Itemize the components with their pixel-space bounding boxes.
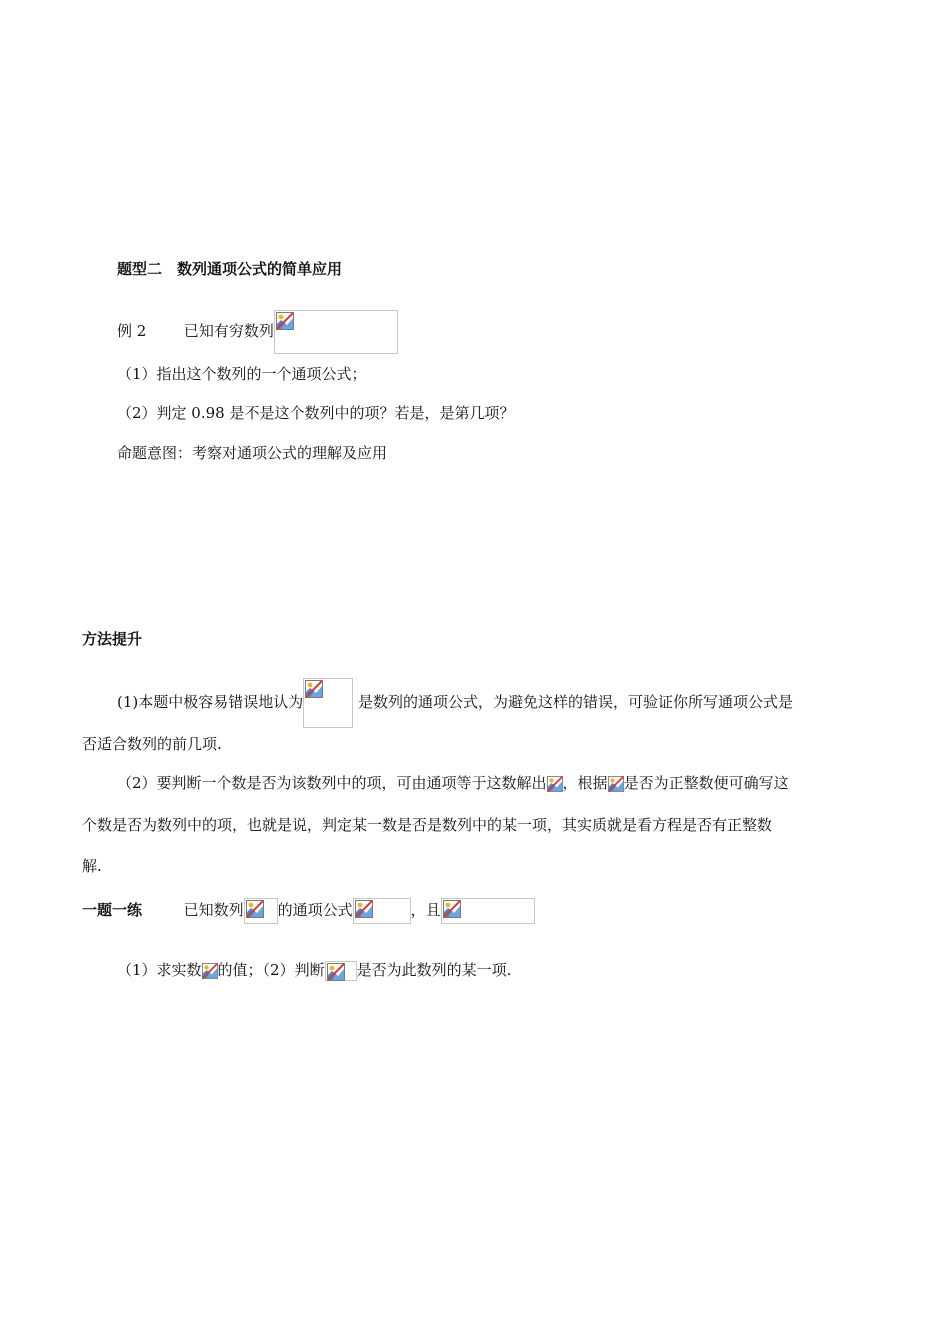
method-p2-line2: 个数是否为数列中的项，也就是说，判定某一数是否是数列中的某一项，其实质就是看方程是否有正整数 (82, 816, 773, 834)
formula-image (325, 961, 357, 981)
method-p1-line1 (117, 678, 793, 728)
practice-heading: 一题一练 (82, 901, 143, 919)
formula-image (274, 310, 398, 354)
example2-line (117, 310, 398, 354)
broken-image-icon (276, 312, 294, 330)
formula-image (353, 898, 411, 924)
practice-line (82, 898, 535, 924)
practice-question (117, 960, 511, 981)
broken-image-icon (608, 776, 624, 792)
method-p2-line3: 解. (82, 857, 102, 875)
practice-text: 的通项公式 (277, 901, 353, 919)
formula-image (244, 898, 278, 924)
method-p1-line2: 否适合数列的前几项. (82, 735, 222, 753)
example-intro: 已知有穷数列 (183, 322, 274, 340)
formula-image (547, 776, 563, 792)
practice-text: 是否为此数列的某一项. (356, 961, 512, 979)
broken-image-icon (355, 900, 373, 918)
practice-text: 已知数列 (183, 901, 244, 919)
formula-image (608, 776, 624, 792)
example-label: 例 2 (117, 322, 147, 340)
broken-image-icon (202, 962, 218, 980)
intent-note: 命题意图：考察对通项公式的理解及应用 (117, 444, 388, 462)
method-text: （2）要判断一个数是否为该数列中的项，可由通项等于这数解出 (117, 774, 547, 792)
broken-image-icon (443, 900, 461, 918)
method-text: 是否为正整数便可确写这 (623, 774, 789, 792)
formula-image (441, 898, 535, 924)
method-text: 是数列的通项公式，为避免这样的错误，可验证你所写通项公式是 (358, 693, 794, 711)
method-heading: 方法提升 (82, 630, 143, 648)
method-text: ，根据 (562, 774, 608, 792)
practice-text: ，且 (410, 901, 441, 919)
practice-text: （1）求实数 (117, 961, 202, 979)
broken-image-icon (305, 680, 323, 698)
practice-text: 的值；（2）判断 (217, 961, 325, 979)
formula-image (303, 678, 353, 728)
broken-image-icon (246, 900, 264, 918)
section-heading: 题型二 数列通项公式的简单应用 (117, 260, 343, 278)
broken-image-icon (547, 776, 563, 792)
method-text: (1)本题中极容易错误地认为 (117, 693, 304, 711)
method-p2-line1 (117, 773, 789, 793)
question-2: （2）判定 0.98 是不是这个数列中的项？若是，是第几项？ (117, 404, 515, 422)
formula-image (202, 962, 218, 980)
broken-image-icon (327, 963, 345, 981)
question-1: （1）指出这个数列的一个通项公式； (117, 365, 367, 383)
